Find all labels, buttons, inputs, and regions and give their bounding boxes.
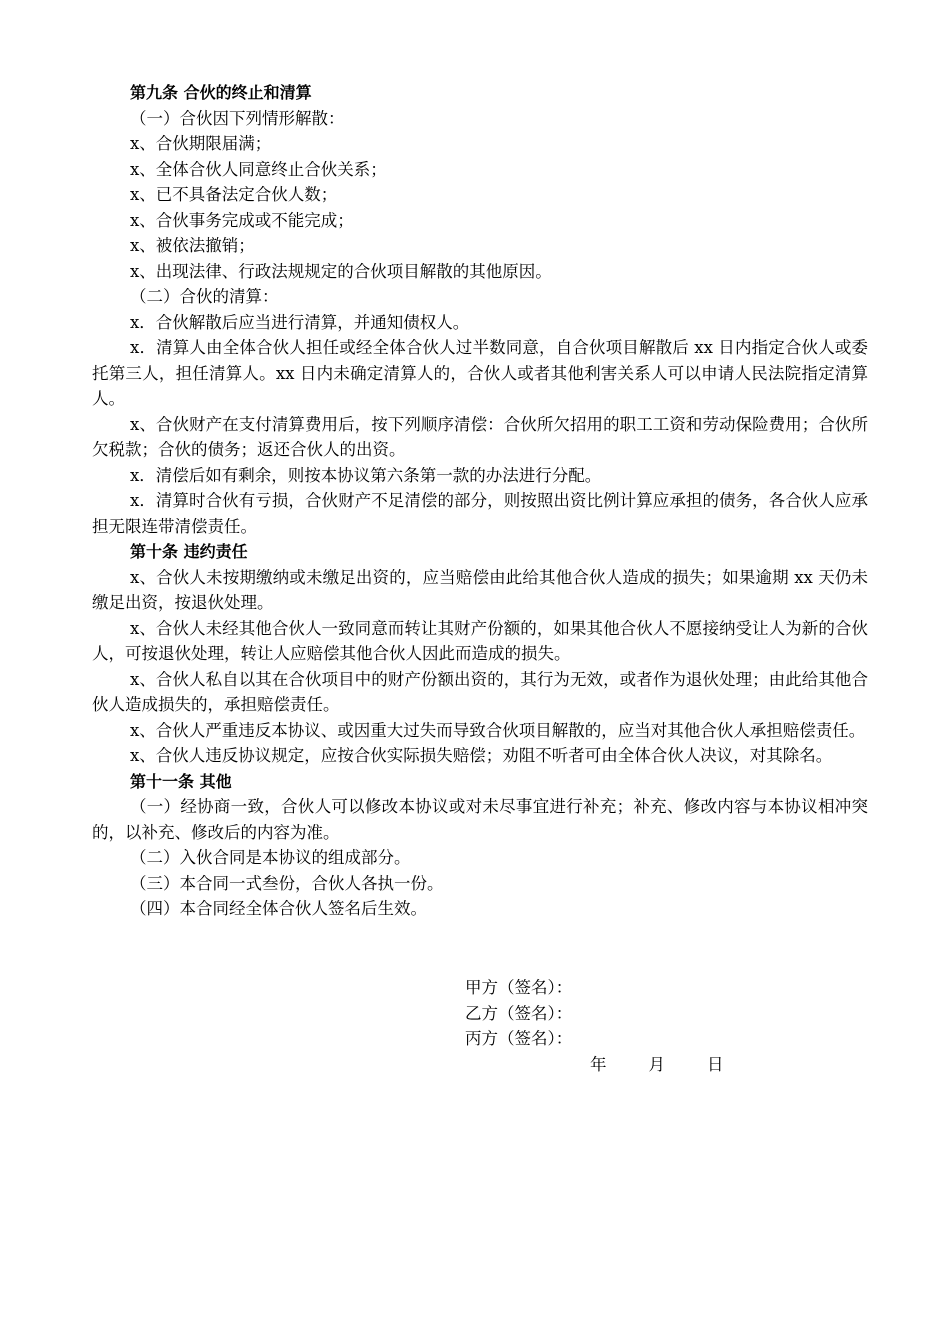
section-heading: 第九条 合伙的终止和清算 — [130, 83, 312, 102]
section-9 — [92, 80, 868, 539]
paragraph: x、合伙人未按期缴纳或未缴足出资的，应当赔偿由此给其他合伙人造成的损失；如果逾期 xx 天仍未缴足出资，按退伙处理。 — [92, 567, 868, 612]
date-line — [590, 1051, 766, 1075]
paragraph: x、合伙财产在支付清算费用后，按下列顺序清偿：合伙所欠招用的职工工资和劳动保险费用；合伙所欠税款；合伙的债务；返还合伙人的出资。 — [92, 414, 868, 459]
paragraph: x、已不具备法定合伙人数； — [130, 185, 338, 204]
paragraph: x、全体合伙人同意终止合伙关系； — [130, 159, 387, 179]
paragraph: x．清算人由全体合伙人担任或经全体合伙人过半数同意，自合伙项目解散后 xx 日内指定合伙人或委托第三人，担任清算人。xx 日内未确定清算人的，合伙人或者其他利害关系人可以申请人民法院指定清算人。 — [92, 338, 868, 408]
paragraph: x、被依法撤销； — [130, 236, 255, 255]
section-heading: 第十条 违约责任 — [130, 542, 248, 561]
paragraph: （四）本合同经全体合伙人签名后生效。 — [130, 899, 427, 918]
paragraph: x、合伙人私自以其在合伙项目中的财产份额出资的，其行为无效，或者作为退伙处理；由此给其他合伙人造成损失的，承担赔偿责任。 — [92, 669, 868, 714]
document-body — [92, 80, 868, 922]
paragraph: x、合伙人未经其他合伙人一致同意而转让其财产份额的，如果其他合伙人不愿接纳受让人为新的合伙人，可按退伙处理，转让人应赔偿其他合伙人因此而造成的损失。 — [92, 618, 868, 663]
date-day: 日 — [707, 1055, 724, 1074]
paragraph: （一）经协商一致，合伙人可以修改本协议或对未尽事宜进行补充；补充、修改内容与本协议相冲突的，以补充、修改后的内容为准。 — [92, 797, 868, 842]
signature-party-b: 乙方（签名）： — [465, 1003, 573, 1023]
date-month: 月 — [648, 1055, 665, 1074]
paragraph: x、出现法律、行政法规规定的合伙项目解散的其他原因。 — [130, 261, 552, 281]
paragraph: x、合伙人违反协议规定，应按合伙实际损失赔偿；劝阻不听者可由全体合伙人决议，对其除名。 — [130, 746, 833, 765]
paragraph: x、合伙事务完成或不能完成； — [130, 210, 354, 230]
signature-party-c: 丙方（签名）： — [465, 1029, 573, 1048]
paragraph: （二）合伙的清算： — [130, 287, 279, 306]
paragraph: x、合伙期限届满； — [130, 134, 272, 153]
date-year: 年 — [590, 1055, 607, 1074]
paragraph: x．清偿后如有剩余，则按本协议第六条第一款的办法进行分配。 — [130, 465, 602, 485]
section-heading: 第十一条 其他 — [130, 771, 232, 791]
paragraph: （三）本合同一式叁份，合伙人各执一份。 — [130, 873, 444, 893]
section-11 — [92, 769, 868, 922]
paragraph: （一）合伙因下列情形解散： — [130, 108, 345, 128]
paragraph: x、合伙人严重违反本协议、或因重大过失而导致合伙项目解散的，应当对其他合伙人承担赔偿责任。 — [130, 720, 866, 740]
signature-block — [465, 975, 572, 1052]
paragraph: （二）入伙合同是本协议的组成部分。 — [130, 848, 411, 867]
paragraph: x．清算时合伙有亏损，合伙财产不足清偿的部分，则按照出资比例计算应承担的债务，各合伙人应承担无限连带清偿责任。 — [92, 491, 868, 536]
section-10 — [92, 539, 868, 769]
paragraph: x．合伙解散后应当进行清算，并通知债权人。 — [130, 312, 470, 332]
signature-party-a: 甲方（签名）： — [465, 978, 573, 997]
